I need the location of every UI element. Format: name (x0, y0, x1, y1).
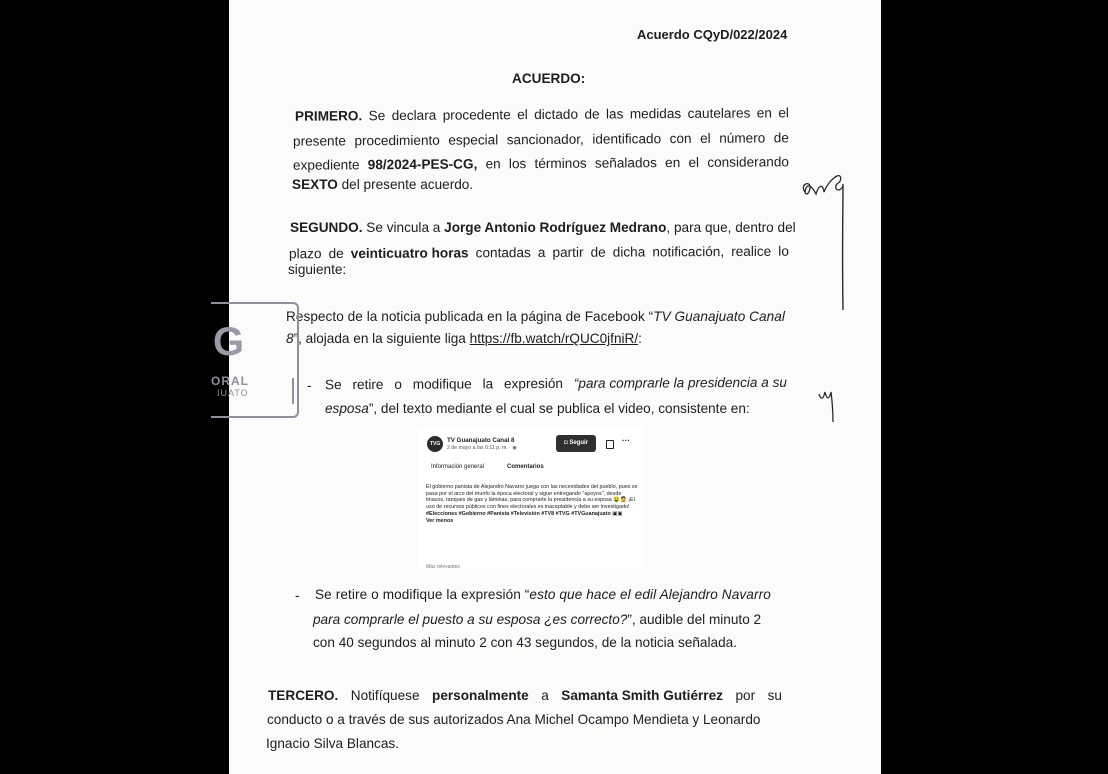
fb-post-date: 2 de mayo a las 6:11 p. m. · ◉ (447, 445, 517, 451)
more-options-icon[interactable]: ··· (622, 436, 630, 445)
primero-label: PRIMERO. (294, 108, 363, 124)
item1-line-2: esposa”, del texto mediante el cual se publica el video, consistente en: (325, 401, 750, 416)
respecto-line-1: Respecto de la noticia publicada en la página de Facebook “TV Guanajuato Canal (286, 309, 785, 324)
globe-icon: ◉ (512, 445, 517, 451)
emoji-icons: ▣▣ (612, 510, 623, 517)
fb-page-name: TV Guanajuato Canal 8 (447, 437, 515, 444)
item2-line-1: Se retire o modifique la expresión “esto que hace el edil Alejandro Navarro (315, 587, 771, 602)
tab-general-info[interactable]: Información general (431, 464, 485, 470)
tercero-line-1: TERCERO. Notifíquese personalmente a Samanta Smith Gutiérrez por su (268, 688, 782, 703)
list-dash: - (295, 588, 300, 603)
item2-line-3: con 40 segundos al minuto 2 con 43 segundos, de la noticia señalada. (313, 635, 737, 650)
document-page (211, 0, 881, 774)
follow-button[interactable]: ◘ Seguir (556, 435, 596, 452)
segundo-line-3: siguiente: (288, 262, 347, 277)
quoted-expression-1: “para comprarle la presidencia a su (573, 374, 787, 391)
list-dash: - (307, 378, 312, 393)
vinculado-name: Jorge Antonio Rodríguez Medrano (444, 220, 667, 235)
expediente-number: 98/2024-PES-CG, (367, 156, 478, 173)
notified-person: Samanta Smith Gutiérrez (561, 688, 723, 703)
item1-line-1: Se retire o modifique la expresión “para comprarle la presidencia a su (324, 374, 787, 393)
segundo-line-1: SEGUNDO. Se vincula a Jorge Antonio Rodríguez Medrano, para que, dentro del (290, 220, 796, 235)
official-stamp (211, 302, 299, 418)
item2-line-2: para comprarle el puesto a su esposa ¿es correcto?”, audible del minuto 2 (313, 612, 762, 627)
facebook-page-name: TV Guanajuato Canal (653, 309, 785, 324)
stamp-text-1: ORAL (211, 374, 249, 388)
handwritten-signature (797, 170, 857, 315)
see-less-link[interactable]: Ver menos (426, 517, 454, 524)
respecto-line-2: 8”, alojada en la siguiente liga https://fb.watch/rQUC0jfniR/: (286, 331, 642, 346)
tv-guanajuato-logo: TVG (427, 436, 443, 452)
tercero-line-3: Ignacio Silva Blancas. (266, 736, 399, 751)
stamp-border-line (292, 378, 294, 404)
facebook-video-link[interactable]: https://fb.watch/rQUC0jfniR/ (469, 331, 639, 346)
fb-hashtags: #Elecciones #Gobierno #Panista #Televisión #TV8 #TVG #TVGuanajuato (426, 510, 611, 517)
primero-line-1: PRIMERO. Se declara procedente el dictado de las medidas cautelares en el (294, 105, 789, 124)
section-title: ACUERDO: (512, 71, 586, 86)
fb-post-text: El gobierno panista de Alejandro Navarro juega con las necesidades del pueblo, pues se pasa por el arco del triunfo la época electoral y sigue entregando "apoyos", desde tinacos, tanques de gas y láminas, para comprarle la presidencia a su esposa 🤑🤦 ¡El uso de recursos públicos con fines electorales es inaceptable y debe ser investigado! #Elecciones #Gobierno #Panista #Televisión #TV8 #TVG #TVGuanajuato ▣▣ Ver menos (426, 484, 638, 524)
document-reference: Acuerdo CQyD/022/2024 (637, 27, 788, 42)
fb-cut-text: Más relevantes (426, 564, 460, 570)
handwritten-initials (817, 386, 843, 426)
stamp-text-2: IUATO (217, 388, 249, 398)
segundo-label: SEGUNDO. (290, 220, 363, 235)
primero-line-3: expediente 98/2024-PES-CG, en los términos señalados en el considerando (292, 154, 789, 173)
primero-line-2: presente procedimiento especial sancionador, identificado con el número de (292, 130, 789, 149)
segundo-line-2: plazo de veinticuatro horas contadas a partir de dicha notificación, realice lo (288, 243, 789, 262)
stamp-letter: G (213, 320, 243, 364)
tercero-line-2: conducto o a través de sus autorizados Ana Michel Ocampo Mendieta y Leonardo (267, 712, 761, 727)
messenger-icon[interactable] (606, 440, 614, 449)
follow-icon: ◘ (564, 440, 570, 446)
tab-comments[interactable]: Comentarios (507, 464, 544, 470)
primero-line-4: SEXTO del presente acuerdo. (292, 177, 474, 192)
quoted-expression-2: esto que hace el edil Alejandro Navarro (529, 587, 771, 602)
tercero-label: TERCERO. (268, 688, 339, 703)
facebook-post-screenshot (417, 428, 643, 568)
